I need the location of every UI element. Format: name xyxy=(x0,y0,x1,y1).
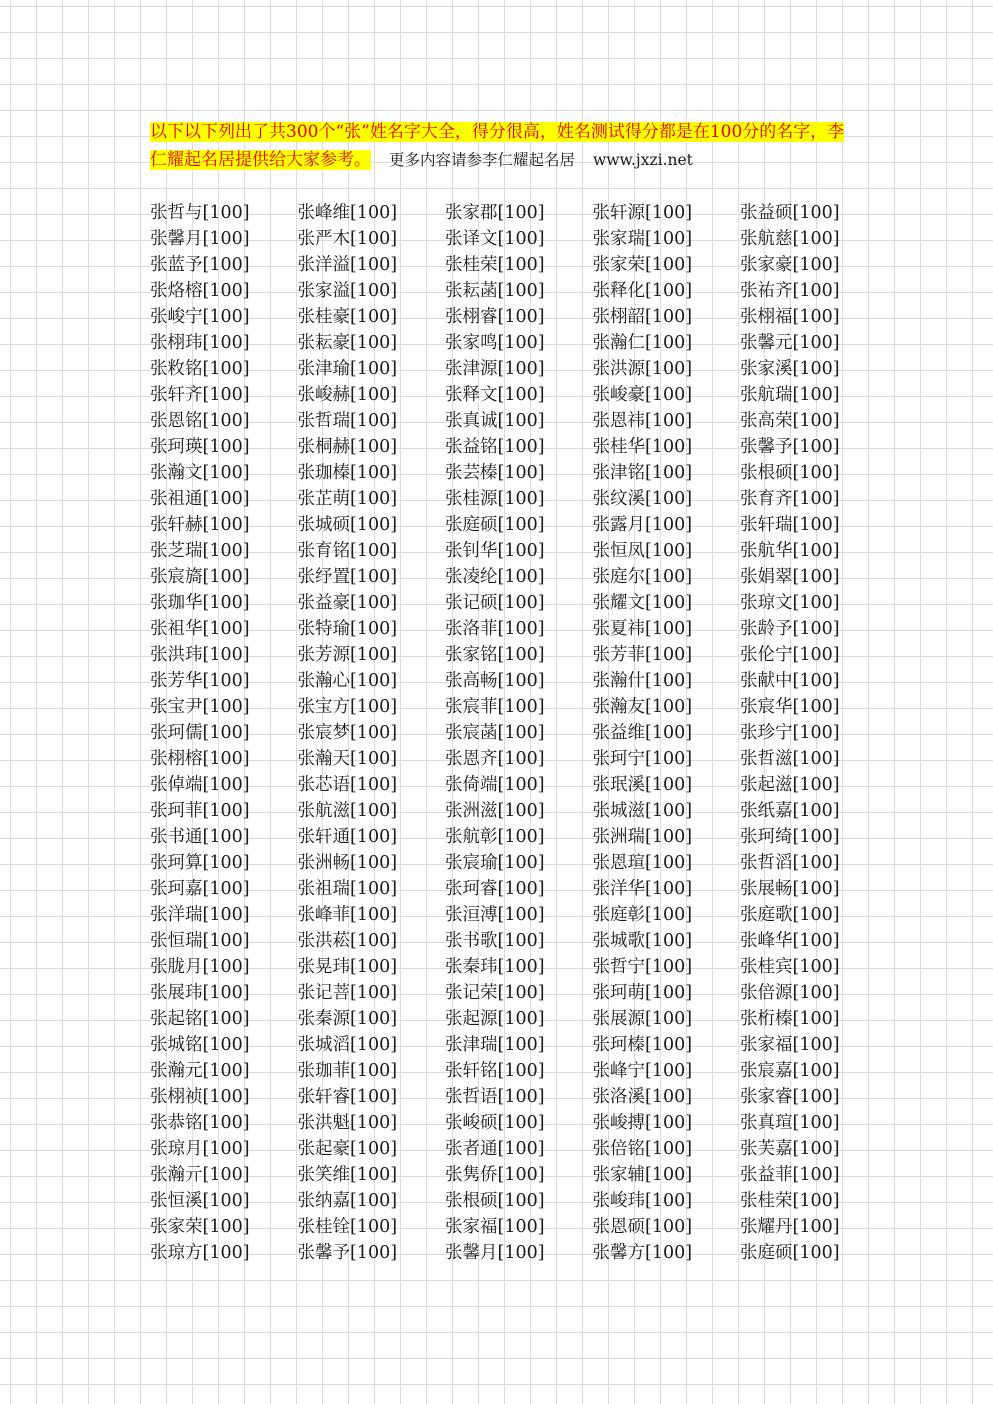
name-cell: 张瀚元[100] xyxy=(150,1061,250,1081)
name-cell: 张洪魁[100] xyxy=(297,1113,398,1133)
name-cell: 张起豪[100] xyxy=(297,1139,398,1159)
name-cell: 张栩玮[100] xyxy=(150,333,250,353)
name-cell: 张祖华[100] xyxy=(150,619,250,639)
name-cell: 张轩铭[100] xyxy=(445,1061,545,1081)
name-cell: 张馨月[100] xyxy=(150,229,250,249)
name-cell: 张洋溢[100] xyxy=(297,255,398,275)
name-cell: 张晃玮[100] xyxy=(297,957,398,977)
name-cell: 张珍宁[100] xyxy=(740,723,840,743)
name-cell: 张洛溪[100] xyxy=(592,1087,693,1107)
name-cell: 张庭硕[100] xyxy=(445,515,545,535)
name-cell: 张桂源[100] xyxy=(445,489,545,509)
name-cell: 张展源[100] xyxy=(592,1009,693,1029)
name-cell: 张峰宁[100] xyxy=(592,1061,693,1081)
intro-count: 300 xyxy=(286,122,319,142)
name-cell: 张根硕[100] xyxy=(445,1191,545,1211)
name-cell: 张航华[100] xyxy=(740,541,840,561)
name-cell: 张哲瑞[100] xyxy=(297,411,398,431)
name-cell: 张栩睿[100] xyxy=(445,307,545,327)
name-cell: 张芷萌[100] xyxy=(297,489,398,509)
name-cell: 张记荣[100] xyxy=(445,983,545,1003)
name-cell: 张珂萌[100] xyxy=(592,983,693,1003)
name-cell: 张哲滔[100] xyxy=(740,853,840,873)
name-cell: 张轩齐[100] xyxy=(150,385,250,405)
name-cell: 张真诚[100] xyxy=(445,411,545,431)
name-cell: 张宝尹[100] xyxy=(150,697,250,717)
name-cell: 张航彰[100] xyxy=(445,827,545,847)
name-cell: 张益菲[100] xyxy=(740,1165,840,1185)
name-cell: 张家辅[100] xyxy=(592,1165,693,1185)
name-cell: 张秦源[100] xyxy=(297,1009,398,1029)
name-cell: 张哲语[100] xyxy=(445,1087,545,1107)
name-cell: 张益豪[100] xyxy=(297,593,398,613)
name-cell: 张珂瑛[100] xyxy=(150,437,250,457)
name-cell: 张钊华[100] xyxy=(445,541,545,561)
name-cell: 张高荣[100] xyxy=(740,411,840,431)
name-cell: 张珉溪[100] xyxy=(592,775,693,795)
name-cell: 张伦宁[100] xyxy=(740,645,840,665)
name-cell: 张洋华[100] xyxy=(592,879,693,899)
name-cell: 张恒凤[100] xyxy=(592,541,693,561)
name-cell: 张航滋[100] xyxy=(297,801,398,821)
name-cell: 张栩福[100] xyxy=(740,307,840,327)
name-cell: 张洹溥[100] xyxy=(445,905,545,925)
name-cell: 张真瑄[100] xyxy=(740,1113,840,1133)
name-cell: 张家溪[100] xyxy=(740,359,840,379)
name-cell: 张祖瑞[100] xyxy=(297,879,398,899)
name-cell: 张峰维[100] xyxy=(297,203,398,223)
name-cell: 张倍铭[100] xyxy=(592,1139,693,1159)
name-cell: 张城滔[100] xyxy=(297,1035,398,1055)
name-cell: 张起源[100] xyxy=(445,1009,545,1029)
name-cell: 张恒溪[100] xyxy=(150,1191,250,1211)
name-cell: 张芯语[100] xyxy=(297,775,398,795)
name-cell: 张家睿[100] xyxy=(740,1087,840,1107)
name-cell: 张珂绮[100] xyxy=(740,827,840,847)
name-cell: 张洪源[100] xyxy=(592,359,693,379)
name-cell: 张芳源[100] xyxy=(297,645,398,665)
name-cell: 张庭歌[100] xyxy=(740,905,840,925)
name-cell: 张峰菲[100] xyxy=(297,905,398,925)
name-cell: 张津瑞[100] xyxy=(445,1035,545,1055)
name-cell: 张宝方[100] xyxy=(297,697,398,717)
name-cell: 张洲瑞[100] xyxy=(592,827,693,847)
name-cell: 张耘豪[100] xyxy=(297,333,398,353)
name-cell: 张凌纶[100] xyxy=(445,567,545,587)
name-cell: 张珂宁[100] xyxy=(592,749,693,769)
name-cell: 张祖通[100] xyxy=(150,489,250,509)
name-cell: 张记硕[100] xyxy=(445,593,545,613)
name-cell: 张珈菲[100] xyxy=(297,1061,398,1081)
intro-paragraph xyxy=(150,118,850,174)
name-cell: 张桂宾[100] xyxy=(740,957,840,977)
name-cell: 张耘菡[100] xyxy=(445,281,545,301)
name-cell: 张庭硕[100] xyxy=(740,1243,840,1263)
name-cell: 张洛菲[100] xyxy=(445,619,545,639)
name-cell: 张倬端[100] xyxy=(150,775,250,795)
name-cell: 张恩齐[100] xyxy=(445,749,545,769)
name-cell: 张桂铨[100] xyxy=(297,1217,398,1237)
name-cell: 张栩榕[100] xyxy=(150,749,250,769)
name-cell: 张芳菲[100] xyxy=(592,645,693,665)
name-cell: 张起滋[100] xyxy=(740,775,840,795)
name-cell: 张纹溪[100] xyxy=(592,489,693,509)
name-cell: 张峻硕[100] xyxy=(445,1113,545,1133)
name-cell: 张轩赫[100] xyxy=(150,515,250,535)
names-table xyxy=(150,200,888,1266)
name-cell: 张笑维[100] xyxy=(297,1165,398,1185)
name-cell: 张恒瑞[100] xyxy=(150,931,250,951)
name-cell: 张益铭[100] xyxy=(445,437,545,457)
name-cell: 张书歌[100] xyxy=(445,931,545,951)
name-cell: 张祐齐[100] xyxy=(740,281,840,301)
name-cell: 张珂菲[100] xyxy=(150,801,250,821)
name-cell: 张馨方[100] xyxy=(592,1243,693,1263)
name-cell: 张城铭[100] xyxy=(150,1035,250,1055)
name-cell: 张珈华[100] xyxy=(150,593,250,613)
name-cell: 张家福[100] xyxy=(740,1035,840,1055)
name-cell: 张瀚亓[100] xyxy=(150,1165,250,1185)
name-cell: 张恩铭[100] xyxy=(150,411,250,431)
name-cell: 张纸嘉[100] xyxy=(740,801,840,821)
name-cell: 张琼方[100] xyxy=(150,1243,250,1263)
name-cell: 张展畅[100] xyxy=(740,879,840,899)
name-cell: 张馨予[100] xyxy=(297,1243,398,1263)
name-cell: 张瀚仁[100] xyxy=(592,333,693,353)
name-cell: 张桐赫[100] xyxy=(297,437,398,457)
name-cell: 张释化[100] xyxy=(592,281,693,301)
name-cell: 张航瑞[100] xyxy=(740,385,840,405)
name-cell: 张津源[100] xyxy=(445,359,545,379)
name-cell: 张娟翠[100] xyxy=(740,567,840,587)
intro-text-1: 以下以下列出了共 xyxy=(150,122,286,142)
intro-text-2: 个“张”姓名字大全，得分很高，姓名测试得分都是在 xyxy=(318,122,710,142)
name-cell: 张馨元[100] xyxy=(740,333,840,353)
name-cell: 张瀚什[100] xyxy=(592,671,693,691)
name-cell: 张津瑜[100] xyxy=(297,359,398,379)
name-cell: 张宸嘉[100] xyxy=(740,1061,840,1081)
name-cell: 张洲畅[100] xyxy=(297,853,398,873)
name-cell: 张馨月[100] xyxy=(445,1243,545,1263)
name-cell: 张者通[100] xyxy=(445,1139,545,1159)
name-cell: 张轩瑞[100] xyxy=(740,515,840,535)
name-cell: 张城滋[100] xyxy=(592,801,693,821)
name-cell: 张宸瑜[100] xyxy=(445,853,545,873)
name-cell: 张家荣[100] xyxy=(150,1217,250,1237)
name-cell: 张宸梦[100] xyxy=(297,723,398,743)
website-url: www.jxzi.net xyxy=(593,151,693,169)
name-cell: 张献中[100] xyxy=(740,671,840,691)
name-cell: 张哲滋[100] xyxy=(740,749,840,769)
name-cell: 张洪玮[100] xyxy=(150,645,250,665)
name-cell: 张珂算[100] xyxy=(150,853,250,873)
name-cell: 张耀丹[100] xyxy=(740,1217,840,1237)
intro-text-3: 分的名字，李仁耀起名居提供给大家参考。 xyxy=(150,122,845,170)
name-cell: 张峻豪[100] xyxy=(592,385,693,405)
name-cell: 张桂华[100] xyxy=(592,437,693,457)
name-cell: 张恩祎[100] xyxy=(592,411,693,431)
name-cell: 张城歌[100] xyxy=(592,931,693,951)
name-cell: 张洪菘[100] xyxy=(297,931,398,951)
name-cell: 张宸菲[100] xyxy=(445,697,545,717)
name-cell: 张家溢[100] xyxy=(297,281,398,301)
name-cell: 张胧月[100] xyxy=(150,957,250,977)
name-cell: 张珂嘉[100] xyxy=(150,879,250,899)
name-cell: 张夏祎[100] xyxy=(592,619,693,639)
name-cell: 张芝瑞[100] xyxy=(150,541,250,561)
name-cell: 张耀文[100] xyxy=(592,593,693,613)
name-cell: 张育铭[100] xyxy=(297,541,398,561)
name-cell: 张峻赫[100] xyxy=(297,385,398,405)
intro-score: 100 xyxy=(709,122,743,142)
name-cell: 张家荣[100] xyxy=(592,255,693,275)
name-cell: 张纾置[100] xyxy=(297,567,398,587)
name-cell: 张峻搏[100] xyxy=(592,1113,693,1133)
name-cell: 张严木[100] xyxy=(297,229,398,249)
name-cell: 张恩硕[100] xyxy=(592,1217,693,1237)
name-cell: 张蓝予[100] xyxy=(150,255,250,275)
name-cell: 张宸旖[100] xyxy=(150,567,250,587)
name-cell: 张倚端[100] xyxy=(445,775,545,795)
name-cell: 张释文[100] xyxy=(445,385,545,405)
name-cell: 张记菩[100] xyxy=(297,983,398,1003)
name-cell: 张益维[100] xyxy=(592,723,693,743)
name-cell: 张瀚心[100] xyxy=(297,671,398,691)
name-cell: 张家郡[100] xyxy=(445,203,545,223)
name-cell: 张城硕[100] xyxy=(297,515,398,535)
name-cell: 张芳华[100] xyxy=(150,671,250,691)
name-cell: 张秦玮[100] xyxy=(445,957,545,977)
name-cell: 张起铭[100] xyxy=(150,1009,250,1029)
name-cell: 张桁榛[100] xyxy=(740,1009,840,1029)
name-cell: 张家豪[100] xyxy=(740,255,840,275)
name-cell: 张桂豪[100] xyxy=(297,307,398,327)
name-cell: 张洲滋[100] xyxy=(445,801,545,821)
name-cell: 张家瑞[100] xyxy=(592,229,693,249)
name-cell: 张琼月[100] xyxy=(150,1139,250,1159)
name-cell: 张桂荣[100] xyxy=(740,1191,840,1211)
name-cell: 张哲与[100] xyxy=(150,203,250,223)
name-cell: 张恭铭[100] xyxy=(150,1113,250,1133)
name-cell: 张露月[100] xyxy=(592,515,693,535)
name-cell: 张宸华[100] xyxy=(740,697,840,717)
name-cell: 张琼文[100] xyxy=(740,593,840,613)
name-cell: 张津铭[100] xyxy=(592,463,693,483)
name-cell: 张瀚友[100] xyxy=(592,697,693,717)
name-cell: 张轩睿[100] xyxy=(297,1087,398,1107)
name-cell: 张栩祯[100] xyxy=(150,1087,250,1107)
name-cell: 张展玮[100] xyxy=(150,983,250,1003)
name-cell: 张芙嘉[100] xyxy=(740,1139,840,1159)
name-cell: 张庭尔[100] xyxy=(592,567,693,587)
name-cell: 张书通[100] xyxy=(150,827,250,847)
name-cell: 张倍源[100] xyxy=(740,983,840,1003)
name-cell: 张纳嘉[100] xyxy=(297,1191,398,1211)
name-cell: 张哲宁[100] xyxy=(592,957,693,977)
name-cell: 张栩韶[100] xyxy=(592,307,693,327)
name-cell: 张峰华[100] xyxy=(740,931,840,951)
name-cell: 张瀚天[100] xyxy=(297,749,398,769)
name-cell: 张恩瑄[100] xyxy=(592,853,693,873)
name-cell: 张桂荣[100] xyxy=(445,255,545,275)
name-cell: 张珂睿[100] xyxy=(445,879,545,899)
name-cell: 张家福[100] xyxy=(445,1217,545,1237)
name-cell: 张珈榛[100] xyxy=(297,463,398,483)
name-cell: 张特瑜[100] xyxy=(297,619,398,639)
name-cell: 张隽侨[100] xyxy=(445,1165,545,1185)
name-cell: 张峻宁[100] xyxy=(150,307,250,327)
name-cell: 张航慈[100] xyxy=(740,229,840,249)
name-cell: 张瀚文[100] xyxy=(150,463,250,483)
name-cell: 张峻玮[100] xyxy=(592,1191,693,1211)
name-cell: 张馨予[100] xyxy=(740,437,840,457)
name-cell: 张轩通[100] xyxy=(297,827,398,847)
name-cell: 张宸菡[100] xyxy=(445,723,545,743)
name-cell: 张敉铭[100] xyxy=(150,359,250,379)
name-cell: 张根硕[100] xyxy=(740,463,840,483)
name-cell: 张龄予[100] xyxy=(740,619,840,639)
name-cell: 张育齐[100] xyxy=(740,489,840,509)
more-content-note: 更多内容请参李仁耀起名居 xyxy=(389,151,576,169)
name-cell: 张珂榛[100] xyxy=(592,1035,693,1055)
name-cell: 张烙榕[100] xyxy=(150,281,250,301)
name-cell: 张益硕[100] xyxy=(740,203,840,223)
name-cell: 张洋瑞[100] xyxy=(150,905,250,925)
name-cell: 张译文[100] xyxy=(445,229,545,249)
name-cell: 张珂儒[100] xyxy=(150,723,250,743)
name-cell: 张家鸣[100] xyxy=(445,333,545,353)
name-cell: 张家铭[100] xyxy=(445,645,545,665)
name-cell: 张芸榛[100] xyxy=(445,463,545,483)
name-cell: 张高畅[100] xyxy=(445,671,545,691)
name-cell: 张庭彰[100] xyxy=(592,905,693,925)
name-cell: 张轩源[100] xyxy=(592,203,693,223)
